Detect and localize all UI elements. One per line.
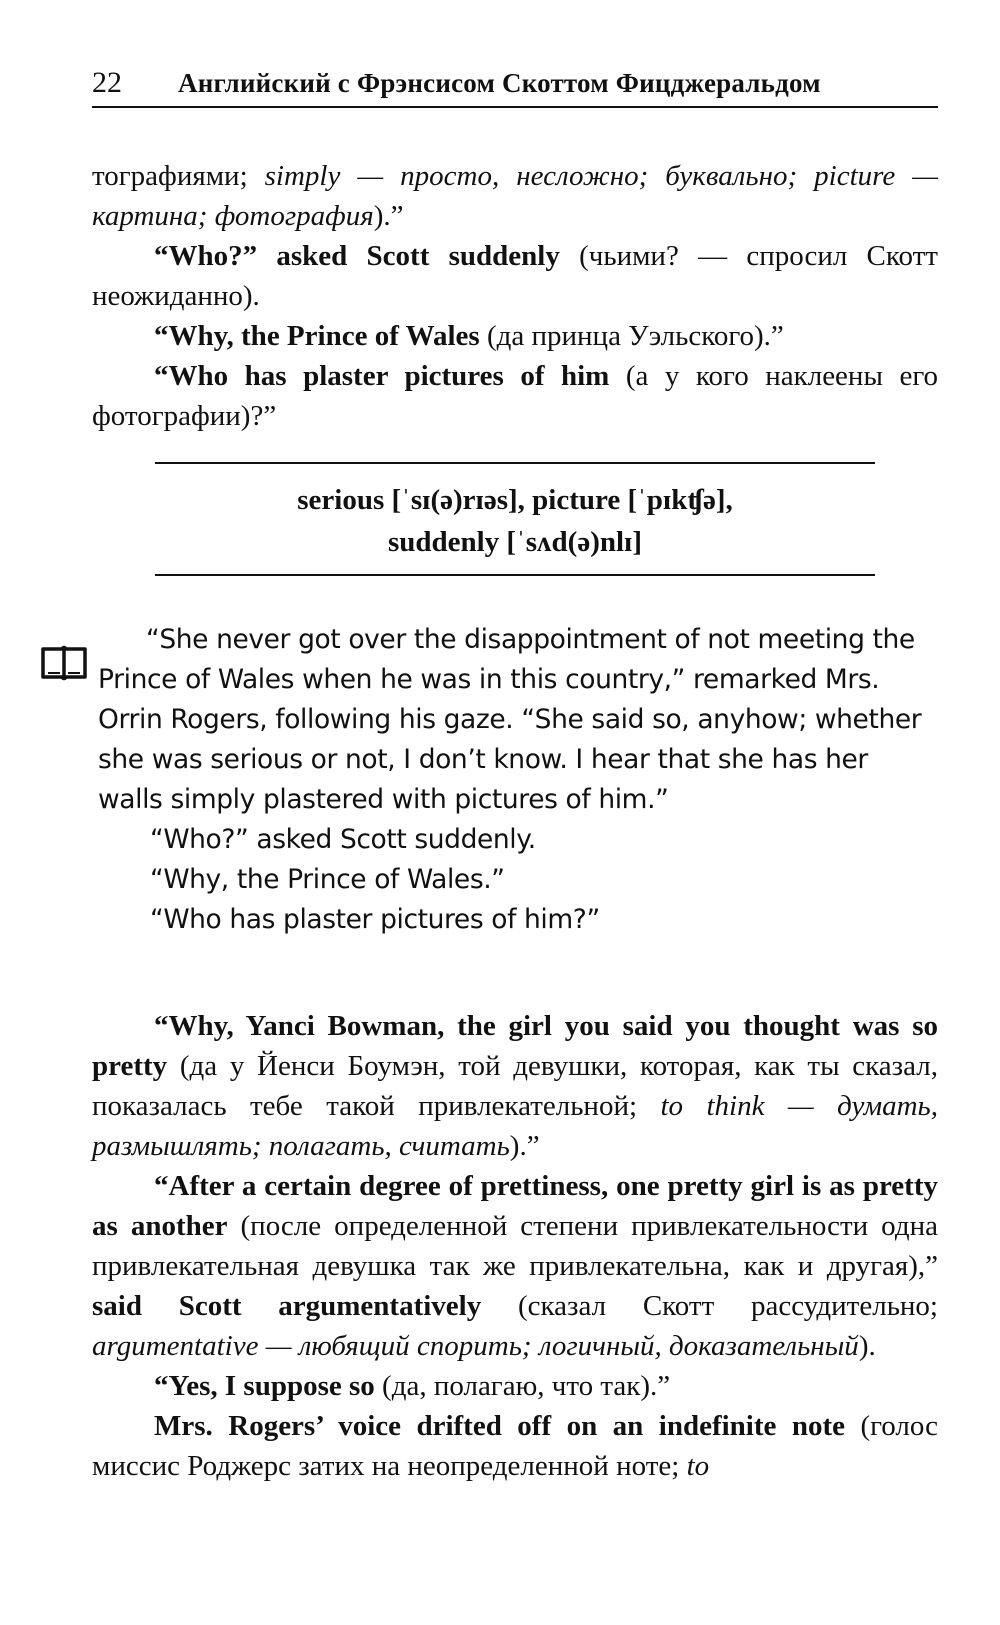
text: ).”	[373, 200, 404, 232]
italic-gloss: to think — думать, размышлять; полагать, считать	[92, 1090, 938, 1162]
paragraph	[92, 1006, 938, 1166]
original-line: “Who?” asked Scott suddenly.	[150, 824, 536, 855]
open-book-icon	[40, 643, 88, 683]
english-phrase: Mrs. Rogers’ voice drifted off on an indefinite note	[154, 1410, 846, 1442]
phonetics-line: serious [ˈsɪ(ə)rɪəs], picture [ˈpɪkʧə],	[297, 484, 733, 516]
paragraph	[92, 1366, 938, 1406]
paragraph	[92, 1406, 938, 1486]
divider-top	[155, 462, 875, 464]
english-phrase: “Why, the Prince of Wales	[154, 320, 480, 352]
english-phrase: “Why, Yanci Bowman, the girl you said you thought was so pretty	[92, 1010, 938, 1082]
english-phrase: “Yes, I suppose so	[154, 1370, 375, 1402]
russian-translation: (да у Йенси Боумэн, той девушки, которая, как ты сказал, показалась тебе такой привлекательной;	[92, 1050, 938, 1122]
russian-translation: (после определенной степени привлекательности одна привлекательная девушка так же привлекательна, как и другая),”	[92, 1210, 938, 1282]
text: тографиями;	[92, 160, 265, 192]
italic-gloss: argumentative — любящий спорить; логичный, доказательный	[92, 1330, 859, 1362]
italic-gloss: to	[686, 1450, 710, 1482]
paragraph	[92, 1166, 938, 1366]
russian-translation: (да принца Уэльского).”	[479, 320, 784, 352]
russian-translation: (голос миссис Роджерс затих на неопределенной ноте;	[92, 1410, 938, 1482]
bottom-annotated-text	[92, 1006, 938, 1486]
english-phrase: said Scott argumentatively	[92, 1290, 482, 1322]
page-header	[92, 66, 938, 108]
english-phrase: “Who has plaster pictures of him	[154, 360, 610, 392]
divider-bottom	[155, 574, 875, 576]
paragraph	[92, 356, 938, 436]
english-phrase: “Who?” asked Scott suddenly	[154, 240, 560, 272]
text: ).	[858, 1330, 876, 1362]
running-title: Английский с Фрэнсисом Скоттом Фицджеральдом	[178, 68, 821, 98]
italic-gloss: simply — просто, несложно; буквально; picture — картина; фотография	[92, 160, 938, 232]
original-paragraph: “She never got over the disappointment of not meeting the Prince of Wales when he was in this country,” remarked Mrs. Orrin Rogers, following his gaze. “She said so, anyhow; whether she was serious or not, I don’t know. I hear that she has her walls simply plastered with pictures of him.”	[98, 624, 922, 815]
russian-translation: (а у кого наклеены его фотографии)?”	[92, 360, 938, 432]
top-annotated-text	[92, 156, 938, 436]
russian-translation: (чьими? — спросил Скотт неожиданно).	[92, 240, 938, 312]
phonetics-box	[92, 479, 938, 563]
original-line: “Who has plaster pictures of him?”	[150, 904, 600, 935]
english-phrase: “After a certain degree of prettiness, one pretty girl is as pretty as another	[92, 1170, 938, 1242]
russian-translation: (сказал Скотт рассудительно;	[481, 1290, 938, 1322]
phonetics-line: suddenly [ˈsʌd(ə)nlɪ]	[387, 526, 643, 558]
page-number: 22	[92, 66, 122, 99]
paragraph	[92, 236, 938, 316]
original-line: “Why, the Prince of Wales.”	[150, 864, 505, 895]
paragraph	[92, 156, 938, 236]
russian-translation: (да, полагаю, что так).”	[374, 1370, 671, 1402]
paragraph	[92, 316, 938, 356]
text: ).”	[509, 1130, 540, 1162]
original-english-text	[98, 620, 938, 940]
